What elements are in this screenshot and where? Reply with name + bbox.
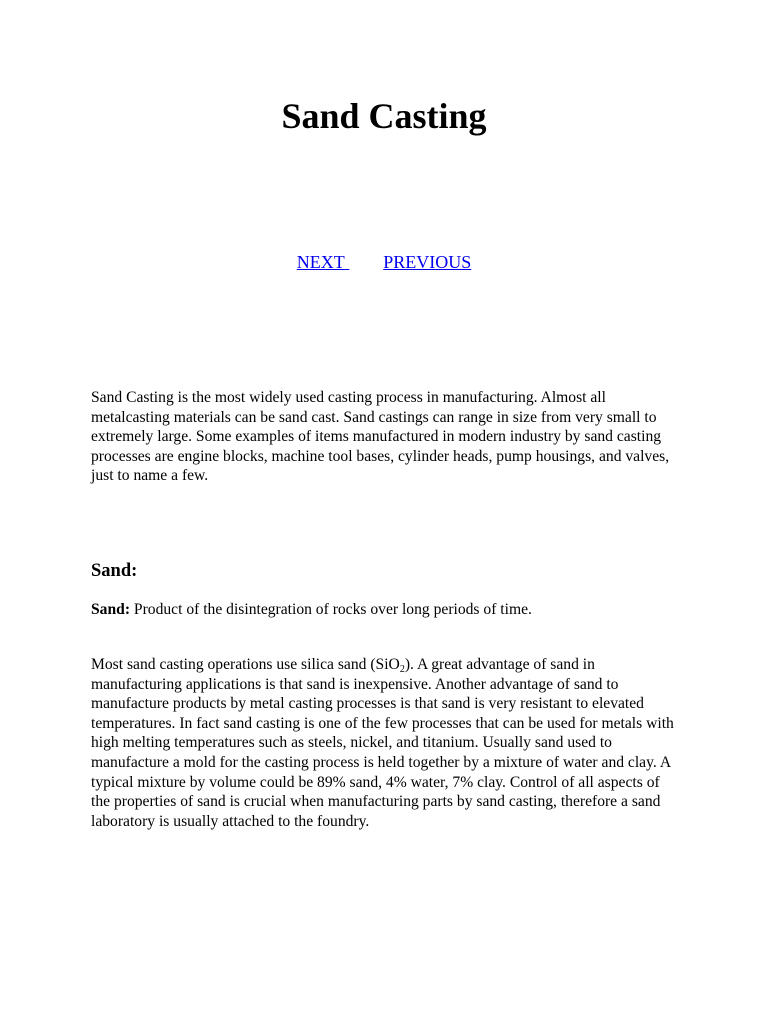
details-after-formula: ). A great advantage of sand in manufacturing applications is that sand is inexpensive. Another advantage of sand to manufacture products by metal casting processes is that sand is very resistant to elevated temperatures. In fact sand casting is one of the few processes that can be used for metals with high melting temperatures such as steels, nickel, and titanium. Usually sand used to manufacture a mold for the casting process is held together by a mixture of water and clay. A typical mixture by volume could be 89% sand, 4% water, 7% clay. Control of all aspects of the properties of sand is crucial when manufacturing parts by sand casting, therefore a sand laboratory is usually attached to the foundry. (91, 656, 674, 830)
next-link[interactable]: NEXT (296, 252, 345, 272)
definition-text: Product of the disintegration of rocks over long periods of time. (130, 601, 532, 618)
previous-link[interactable]: PREVIOUS (383, 252, 472, 272)
sand-definition-paragraph (91, 600, 681, 620)
definition-term: Sand: (91, 601, 131, 618)
page-title: Sand Casting (281, 96, 487, 136)
next-link-trailing-space (345, 252, 350, 272)
intro-paragraph: Sand Casting is the most widely used casting process in manufacturing. Almost all metalcasting materials can be sand cast. Sand castings can range in size from very small to extremely large. Some examples of items manufactured in modern industry by sand casting processes are engine blocks, machine tool bases, cylinder heads, pump housings, and valves, just to name a few. (91, 389, 670, 485)
details-before-formula: Most sand casting operations use silica sand (SiO (91, 656, 400, 673)
sand-details-paragraph (91, 655, 681, 831)
section-heading-sand: Sand: (91, 561, 138, 581)
formula-subscript: 2 (399, 664, 405, 675)
navigation-links (0, 251, 768, 273)
